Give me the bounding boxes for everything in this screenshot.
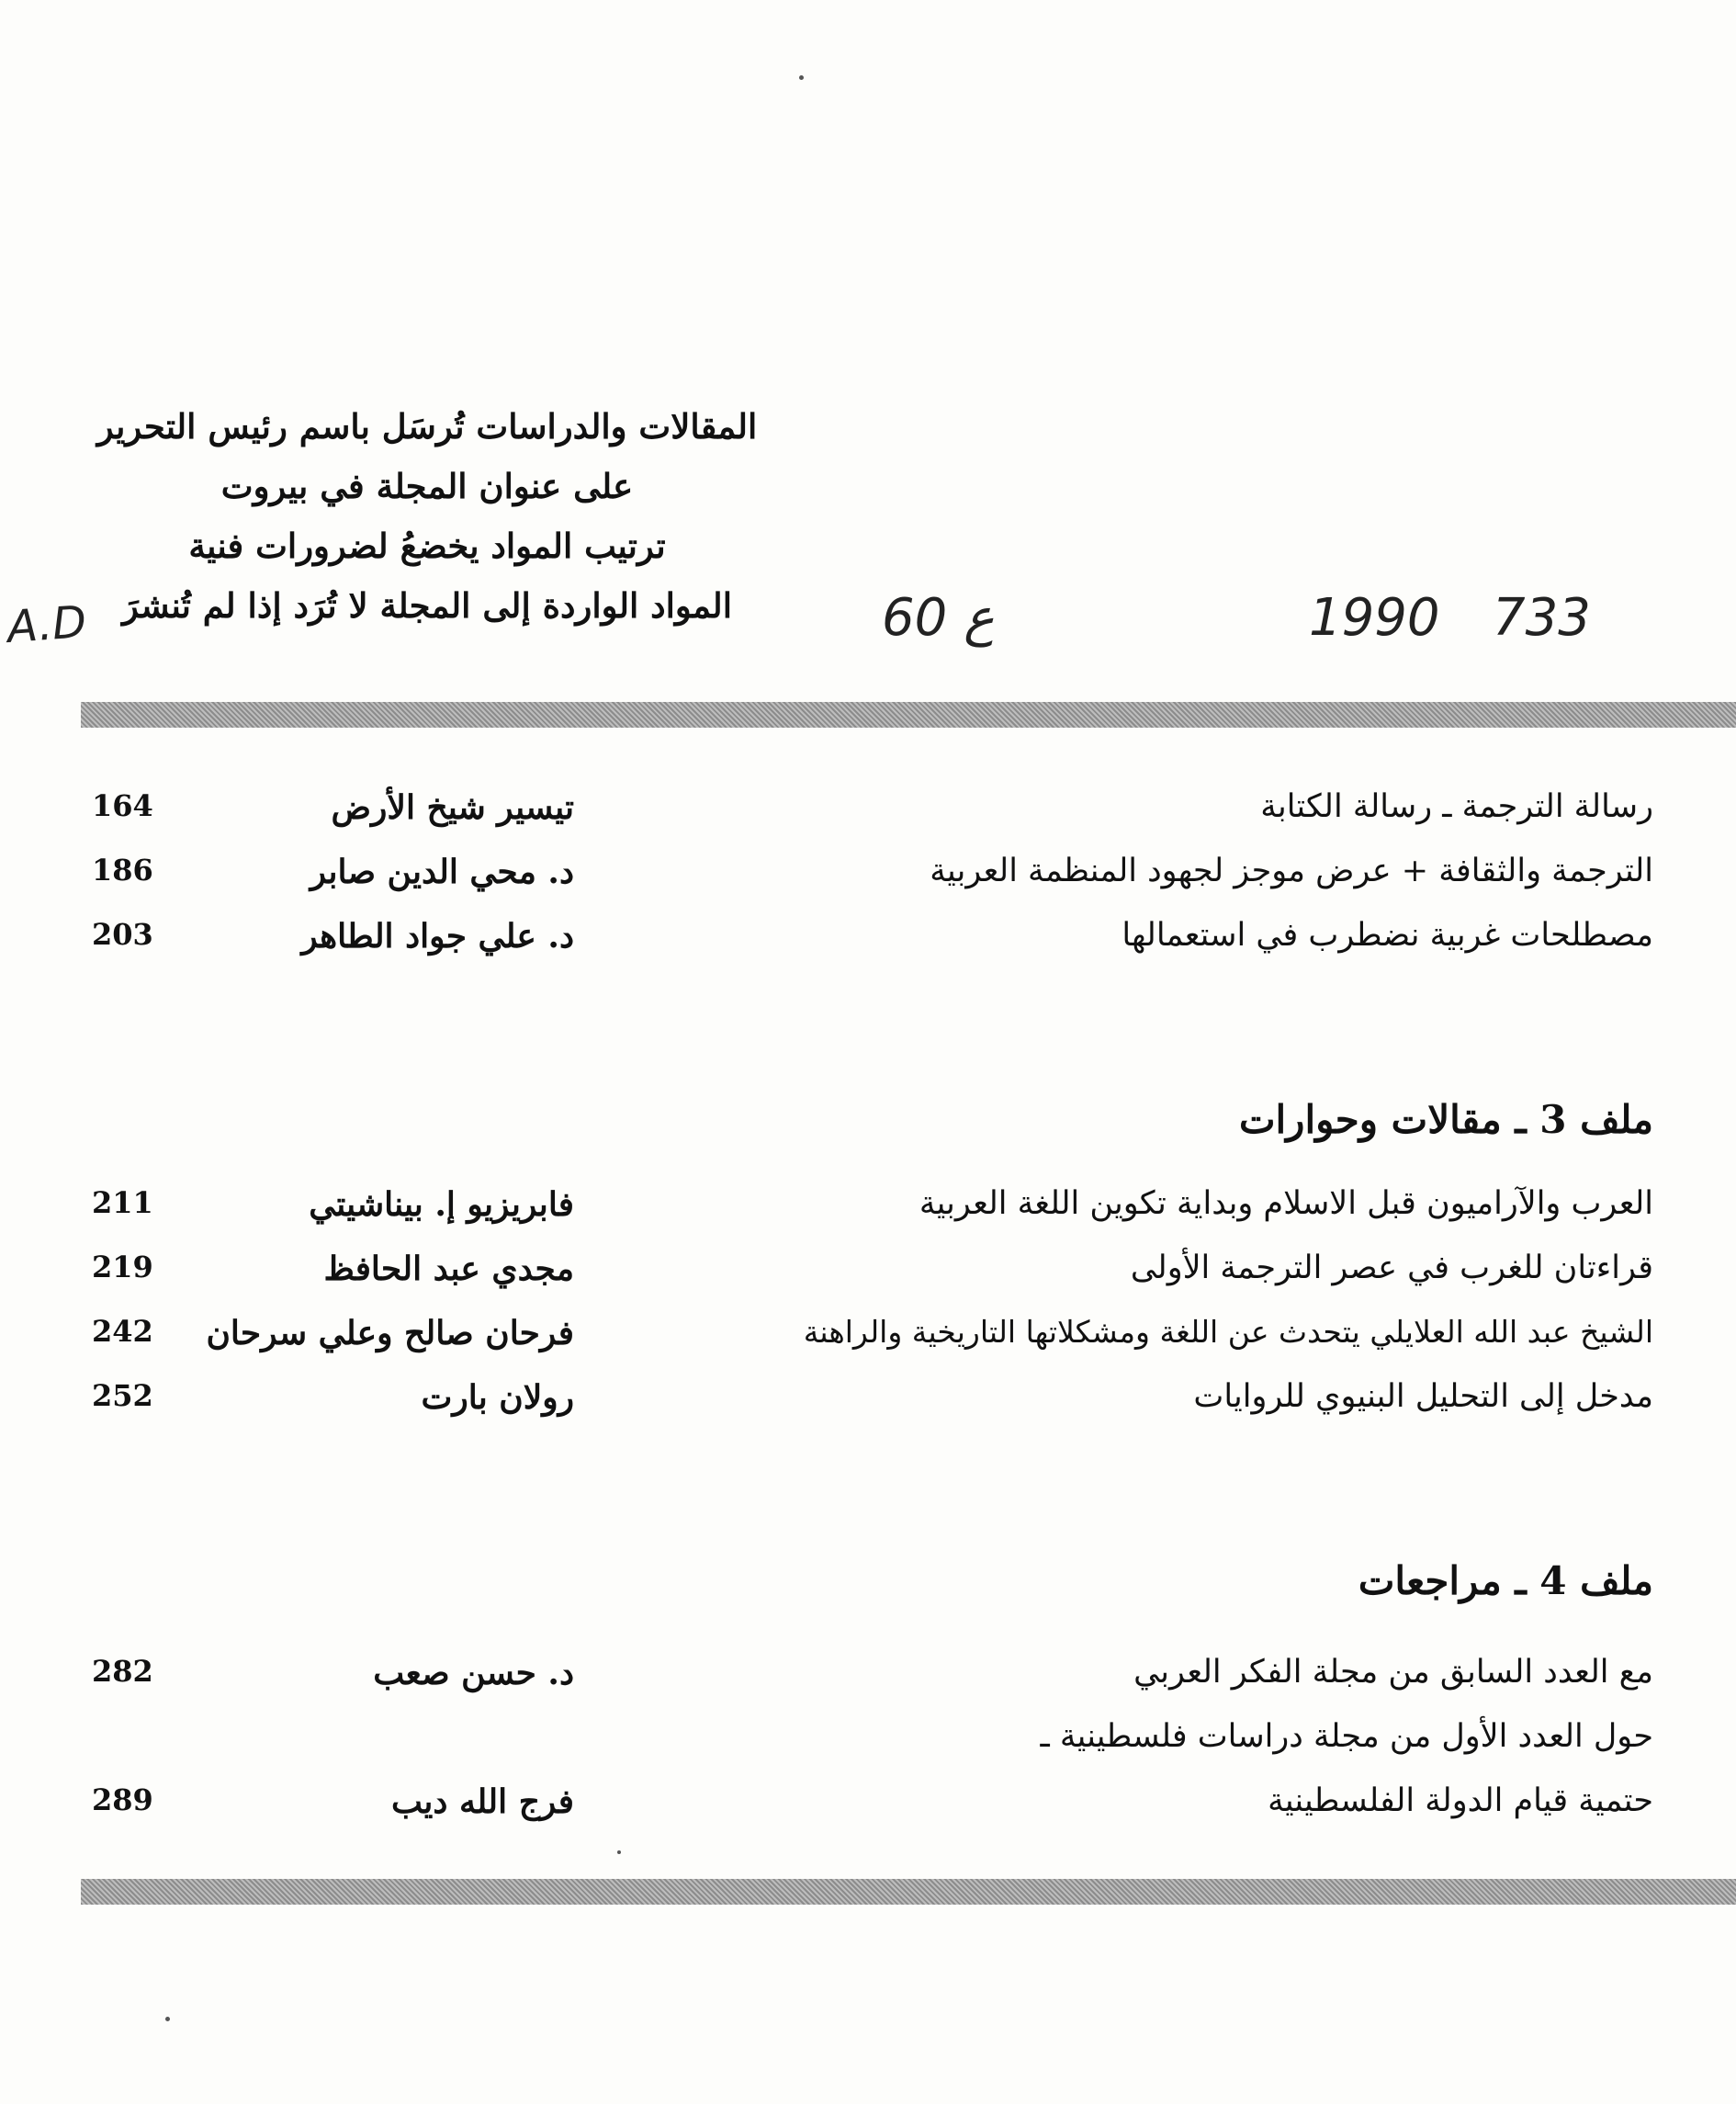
editorial-notice	[92, 397, 762, 636]
author-name: رولان بارت	[421, 1378, 574, 1417]
toc-entry	[0, 1718, 1736, 1773]
page-number: 211	[92, 1185, 153, 1220]
author-name: د. محي الدين صابر	[310, 853, 574, 891]
article-title: حتمية قيام الدولة الفلسطينية	[1268, 1782, 1653, 1819]
toc-entry	[0, 1185, 1736, 1240]
page-number: 252	[92, 1378, 153, 1413]
scan-speck	[165, 2017, 170, 2021]
handwritten-reference: 733	[1493, 588, 1591, 648]
toc-entry	[0, 917, 1736, 972]
bottom-divider	[81, 1879, 1736, 1905]
author-name: د. علي جواد الطاهر	[301, 917, 574, 956]
page-number: 164	[92, 788, 153, 823]
page-number: 282	[92, 1654, 153, 1689]
notice-line: على عنوان المجلة في بيروت	[220, 466, 634, 506]
article-title: مصطلحات غربية نضطرب في استعمالها	[1122, 917, 1653, 954]
author-name: فرج الله ديب	[391, 1782, 574, 1821]
page-number: 289	[92, 1782, 153, 1817]
article-title: حول العدد الأول من مجلة دراسات فلسطينية ـ	[1040, 1718, 1653, 1755]
article-title: رسالة الترجمة ـ رسالة الكتابة	[1260, 788, 1653, 825]
notice-line: المواد الواردة إلى المجلة لا تُرَد إذا لم تُنشرَ	[122, 585, 732, 626]
article-title: مع العدد السابق من مجلة الفكر العربي	[1133, 1654, 1653, 1691]
toc-entry	[0, 1782, 1736, 1838]
toc-entry	[0, 1654, 1736, 1709]
page-number: 203	[92, 917, 153, 952]
section-heading: ملف 4 ـ مراجعات	[1358, 1558, 1653, 1603]
handwritten-issue-number: 60 ع	[882, 588, 995, 648]
article-title: مدخل إلى التحليل البنيوي للروايات	[1193, 1378, 1653, 1415]
page-number: 186	[92, 853, 153, 888]
notice-line: ترتيب المواد يخضعُ لضرورات فنية	[188, 526, 666, 566]
article-title: قراءتان للغرب في عصر الترجمة الأولى	[1130, 1250, 1653, 1286]
article-title: الترجمة والثقافة + عرض موجز لجهود المنظمة العربية	[930, 853, 1653, 889]
handwritten-initials: A.D	[6, 596, 88, 653]
page-number: 219	[92, 1250, 153, 1284]
author-name: تيسير شيخ الأرض	[331, 788, 574, 827]
top-divider	[81, 702, 1736, 728]
article-title: العرب والآراميون قبل الاسلام وبداية تكوين اللغة العربية	[919, 1185, 1653, 1222]
article-title: الشيخ عبد الله العلايلي يتحدث عن اللغة ومشكلاتها التاريخية والراهنة	[803, 1314, 1653, 1350]
page-number: 242	[92, 1314, 153, 1349]
author-name: مجدي عبد الحافظ	[323, 1250, 574, 1288]
notice-line: المقالات والدراسات تُرسَل باسم رئيس التحرير	[96, 406, 758, 447]
section-heading: ملف 3 ـ مقالات وحوارات	[1238, 1097, 1653, 1142]
author-name: د. حسن صعب	[373, 1654, 574, 1692]
toc-entry	[0, 1314, 1736, 1369]
scan-speck	[799, 75, 804, 80]
toc-entry	[0, 1378, 1736, 1433]
toc-entry	[0, 853, 1736, 908]
author-name: فرحان صالح وعلي سرحان	[206, 1314, 574, 1352]
toc-entry	[0, 788, 1736, 843]
scan-speck	[617, 1850, 621, 1854]
author-name: فابريزيو إ. بيناشيتي	[309, 1185, 574, 1224]
toc-entry	[0, 1250, 1736, 1305]
handwritten-year: 1990	[1309, 588, 1440, 648]
